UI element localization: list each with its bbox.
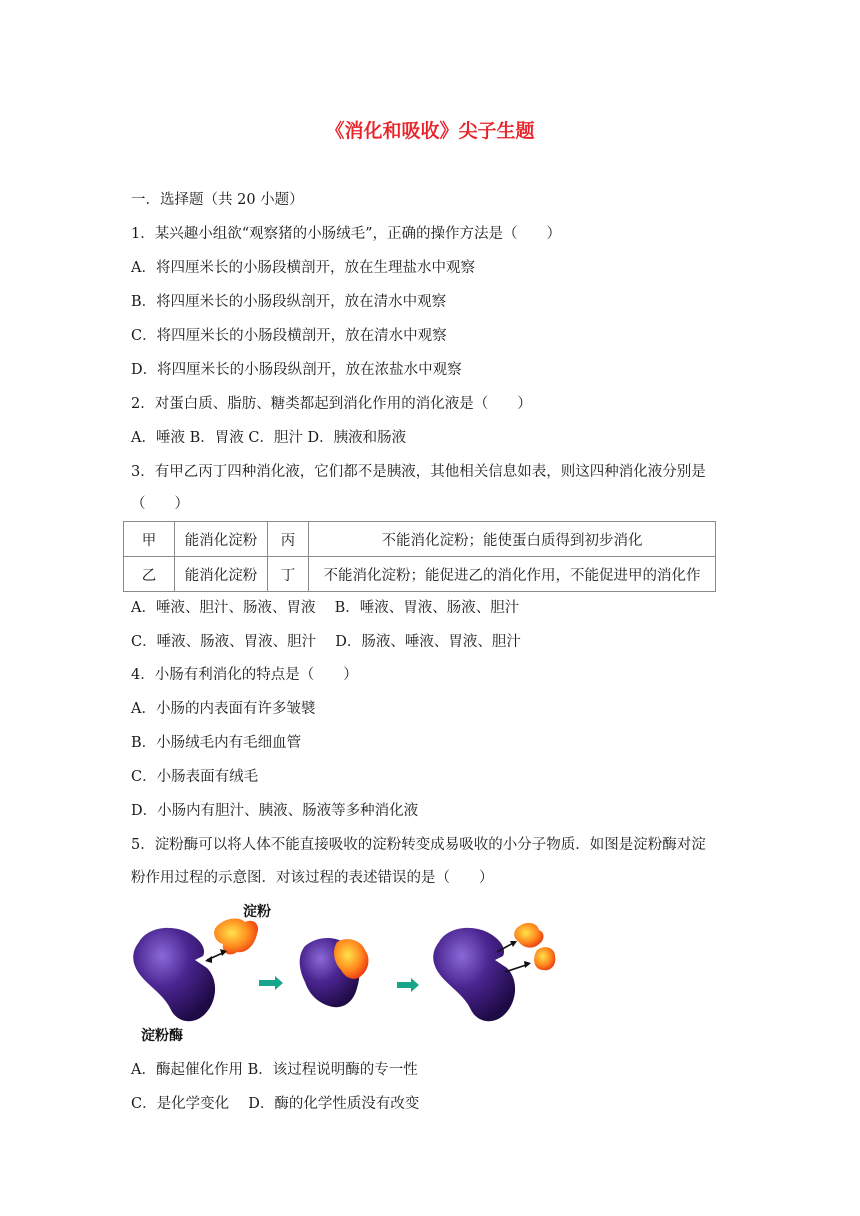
amylase-label: 淀粉酶: [141, 1028, 183, 1044]
table-cell: 能消化淀粉: [175, 522, 268, 557]
enzyme-shape: [133, 928, 215, 1021]
q3-options-cd: C．唾液、肠液、胃液、胆汁 D．肠液、唾液、胃液、胆汁: [131, 634, 521, 650]
enzyme-diagram: [125, 898, 565, 1044]
q3-options-ab: A．唾液、胆汁、肠液、胃液 B．唾液、胃液、肠液、胆汁: [131, 600, 520, 616]
table-cell: 能消化淀粉: [175, 557, 268, 592]
table-cell: 不能消化淀粉；能使蛋白质得到初步消化: [309, 522, 716, 557]
q1-stem: 1．某兴趣小组欲“观察猪的小肠绒毛”，正确的操作方法是（ ）: [131, 226, 562, 242]
q5-stem-line2: 粉作用过程的示意图．对该过程的表述错误的是（ ）: [131, 870, 494, 886]
q4-option-d: D．小肠内有胆汁、胰液、肠液等多种消化液: [131, 803, 419, 819]
table-row: [124, 557, 716, 592]
q2-options: A．唾液 B．胃液 C．胆汁 D．胰液和肠液: [131, 430, 407, 446]
product-molecule: [534, 947, 555, 970]
q1-option-b: B．将四厘米长的小肠段纵剖开，放在清水中观察: [131, 294, 447, 310]
q4-stem: 4．小肠有利消化的特点是（ ）: [131, 667, 358, 683]
q1-option-c: C．将四厘米长的小肠段横剖开，放在清水中观察: [131, 328, 447, 344]
arrow-head-icon: [205, 956, 212, 963]
section-heading: 一．选择题（共 20 小题）: [131, 192, 304, 208]
q5-options-ab: A．酶起催化作用 B．该过程说明酶的专一性: [131, 1062, 418, 1078]
table-cell: 乙: [124, 557, 175, 592]
q3-info-table: [123, 521, 716, 592]
process-arrow-icon: [259, 976, 283, 990]
process-arrow-icon: [397, 978, 419, 992]
table-cell: 甲: [124, 522, 175, 557]
q1-option-a: A．将四厘米长的小肠段横剖开，放在生理盐水中观察: [131, 260, 475, 276]
q3-stem-line2: （ ）: [131, 496, 189, 512]
page-title: 《消化和吸收》尖子生题: [325, 120, 535, 142]
starch-molecule: [214, 919, 258, 955]
q2-stem: 2．对蛋白质、脂肪、糖类都起到消化作用的消化液是（ ）: [131, 396, 532, 412]
table-cell: 丁: [268, 557, 309, 592]
q4-option-a: A．小肠的内表面有许多皱襞: [131, 701, 316, 717]
table-row: [124, 522, 716, 557]
table-cell: 丙: [268, 522, 309, 557]
q4-option-b: B．小肠绒毛内有毛细血管: [131, 735, 302, 751]
table-cell: 不能消化淀粉；能促进乙的消化作用，不能促进甲的消化作: [309, 557, 716, 592]
product-molecule: [514, 923, 543, 948]
q5-options-cd: C．是化学变化 D．酶的化学性质没有改变: [131, 1096, 420, 1112]
q4-option-c: C．小肠表面有绒毛: [131, 769, 259, 785]
starch-label: 淀粉: [243, 904, 271, 920]
enzyme-shape: [433, 928, 515, 1021]
q1-option-d: D．将四厘米长的小肠段纵剖开，放在浓盐水中观察: [131, 362, 462, 378]
q3-stem-line1: 3．有甲乙丙丁四种消化液，它们都不是胰液，其他相关信息如表，则这四种消化液分别是: [131, 464, 706, 480]
q5-stem-line1: 5．淀粉酶可以将人体不能直接吸收的淀粉转变成易吸收的小分子物质．如图是淀粉酶对淀: [131, 837, 706, 853]
arrow-head-icon: [524, 961, 531, 968]
